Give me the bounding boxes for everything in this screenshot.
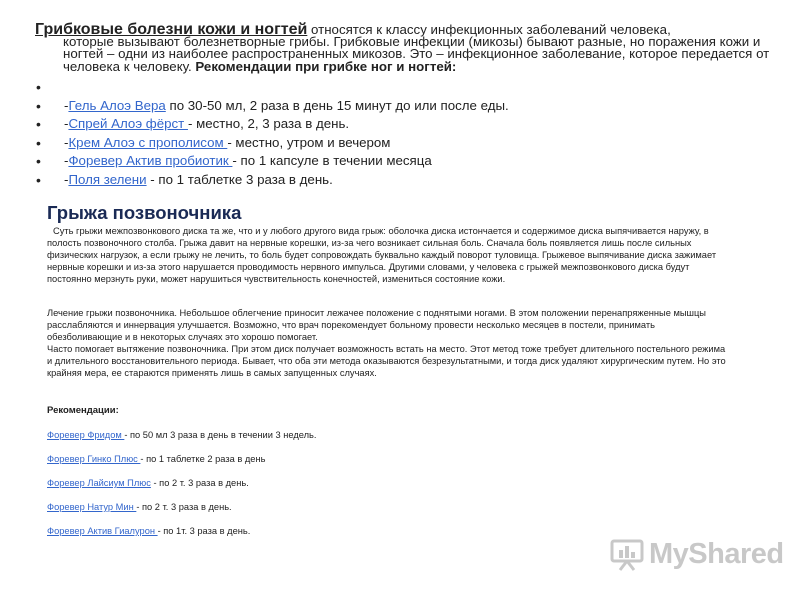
- intro-heading: Грибковые болезни кожи и ногтей: [35, 21, 308, 38]
- item-prefix: -: [64, 134, 69, 150]
- product-link-forever-ginkgo-plus[interactable]: Форевер Гинко Плюс: [47, 454, 141, 464]
- item-text: - по 1т. 3 раза в день.: [157, 526, 251, 536]
- section-title: Грыжа позвоночника: [47, 202, 242, 223]
- product-link-forever-active-ha[interactable]: Форевер Актив Гиалурон: [47, 526, 158, 536]
- bullet-icon: •: [36, 134, 41, 151]
- intro-bold-tail: Рекомендации при грибке ног и ногтей:: [195, 58, 457, 74]
- hernia-description-paragraph: Суть грыжи межпозвонкового диска та же, что и у любого другого вида грыж: оболочка диска истончается и содержимое диска выпячивается наружу, в полость позвоночного столба. Грыжа давит на нервные корешки, из-за чего возникает сильная боль. Сначала боль появляется лишь после сильных физических нагрузок, а если грыжу не лечить, то боль будет сопровождать буквально каждый поворот туловища. Грыжевое выпячивание диска зажимает нервные корешки и из-за этого нарушается проводимость нервного импульса. Другими словами, у человека с грыжей межпозвонкового диска будут постоянно мерзнуть руки, может нарушиться чувствительность конечностей, измениться состояние кожи.: [47, 226, 717, 285]
- product-link-forever-lycium-plus[interactable]: Форевер Лайсиум Плюс: [47, 478, 151, 488]
- product-link-aloe-vera-gel[interactable]: Гель Алоэ Вера: [68, 97, 166, 113]
- product-link-fields-of-greens[interactable]: Поля зелени: [68, 171, 147, 187]
- item-text: - местно, 2, 3 раза в день.: [187, 116, 350, 131]
- list-item: [20, 78, 760, 97]
- list-item: [47, 502, 232, 512]
- product-link-forever-freedom[interactable]: Форевер Фридом: [47, 430, 125, 440]
- list-item: [20, 134, 760, 153]
- presentation-board-icon: [610, 537, 644, 571]
- item-text: - по 2 т. 3 раза в день.: [150, 478, 249, 488]
- list-item: [47, 430, 316, 440]
- list-item: [47, 454, 265, 464]
- logo-text: MyShared: [649, 537, 784, 570]
- item-text: - по 1 таблетке 3 раза в день.: [146, 171, 333, 187]
- treatment-text-2: Часто помогает вытяжение позвоночника. При этом диск получает возможность встать на место. Этот метод тоже требует длительного постельного режима и длительного восстановительного периода. Бывает, что оба эти метода оказываются безрезультатными, и тогда диск удаляют хирургическим путем. Но это крайняя мера, ее стараются применять лишь в самых запущенных случаях.: [47, 344, 726, 379]
- fungus-recommendations-list: [20, 78, 760, 189]
- bullet-icon: •: [36, 153, 41, 169]
- intro-paragraph: [35, 21, 775, 74]
- item-prefix: -: [64, 116, 69, 131]
- item-prefix: -: [64, 171, 69, 187]
- product-link-active-probiotic[interactable]: Форевер Актив пробиотик: [68, 153, 233, 168]
- product-link-aloe-first-spray[interactable]: Спрей Алоэ фёрст: [68, 116, 188, 131]
- list-item: [20, 171, 760, 190]
- treatment-text-1: Лечение грыжи позвоночника. Небольшое облегчение приносит лежачее положение с поднятыми ногами. В этом положении перенапряженные мышцы расслабляются и иннервация улучшается. Возможно, что врач порекомендует больному провести несколько месяцев в постели, принимать обезболивающие и в некоторых случаях это хорошо помогает.: [47, 308, 706, 343]
- list-item: [47, 526, 250, 536]
- list-item: [47, 478, 249, 488]
- item-text: по 30-50 мл, 2 раза в день 15 минут до или после еды.: [165, 97, 509, 113]
- item-text: - по 2 т. 3 раза в день.: [136, 502, 232, 512]
- bullet-icon: •: [36, 116, 41, 132]
- intro-first-line: относятся к классу инфекционных заболеваний человека,: [311, 22, 671, 37]
- bullet-icon: •: [36, 97, 41, 114]
- item-text: - местно, утром и вечером: [227, 134, 391, 150]
- bullet-icon: •: [36, 171, 41, 188]
- item-prefix: -: [64, 97, 69, 113]
- list-item: [20, 97, 760, 116]
- item-prefix: -: [64, 153, 69, 168]
- product-link-aloe-propolis-cream[interactable]: Крем Алоэ с прополисом: [68, 134, 228, 150]
- product-link-forever-nature-min[interactable]: Форевер Натур Мин: [47, 502, 137, 512]
- item-text: - по 1 капсуле в течении месяца: [232, 153, 432, 168]
- hernia-treatment-paragraph: [47, 307, 727, 379]
- list-item: [20, 152, 760, 171]
- bullet-icon: •: [36, 79, 41, 95]
- item-text: - по 50 мл 3 раза в день в течении 3 недель.: [124, 430, 317, 440]
- intro-body-wrap: [35, 33, 775, 74]
- list-item: [20, 115, 760, 134]
- item-text: - по 1 таблетке 2 раза в день: [140, 454, 266, 464]
- recommendations-title: Рекомендации:: [47, 405, 119, 416]
- myshared-logo: [610, 534, 784, 574]
- intro-body: которые вызывают болезнетворные грибы. Грибковые инфекции (микозы) бывают разные, но поражения кожи и ногтей – одни из наиболее распространенных микозов. Это – инфекционное заболевание, которое передается от человека к человеку.: [63, 33, 770, 74]
